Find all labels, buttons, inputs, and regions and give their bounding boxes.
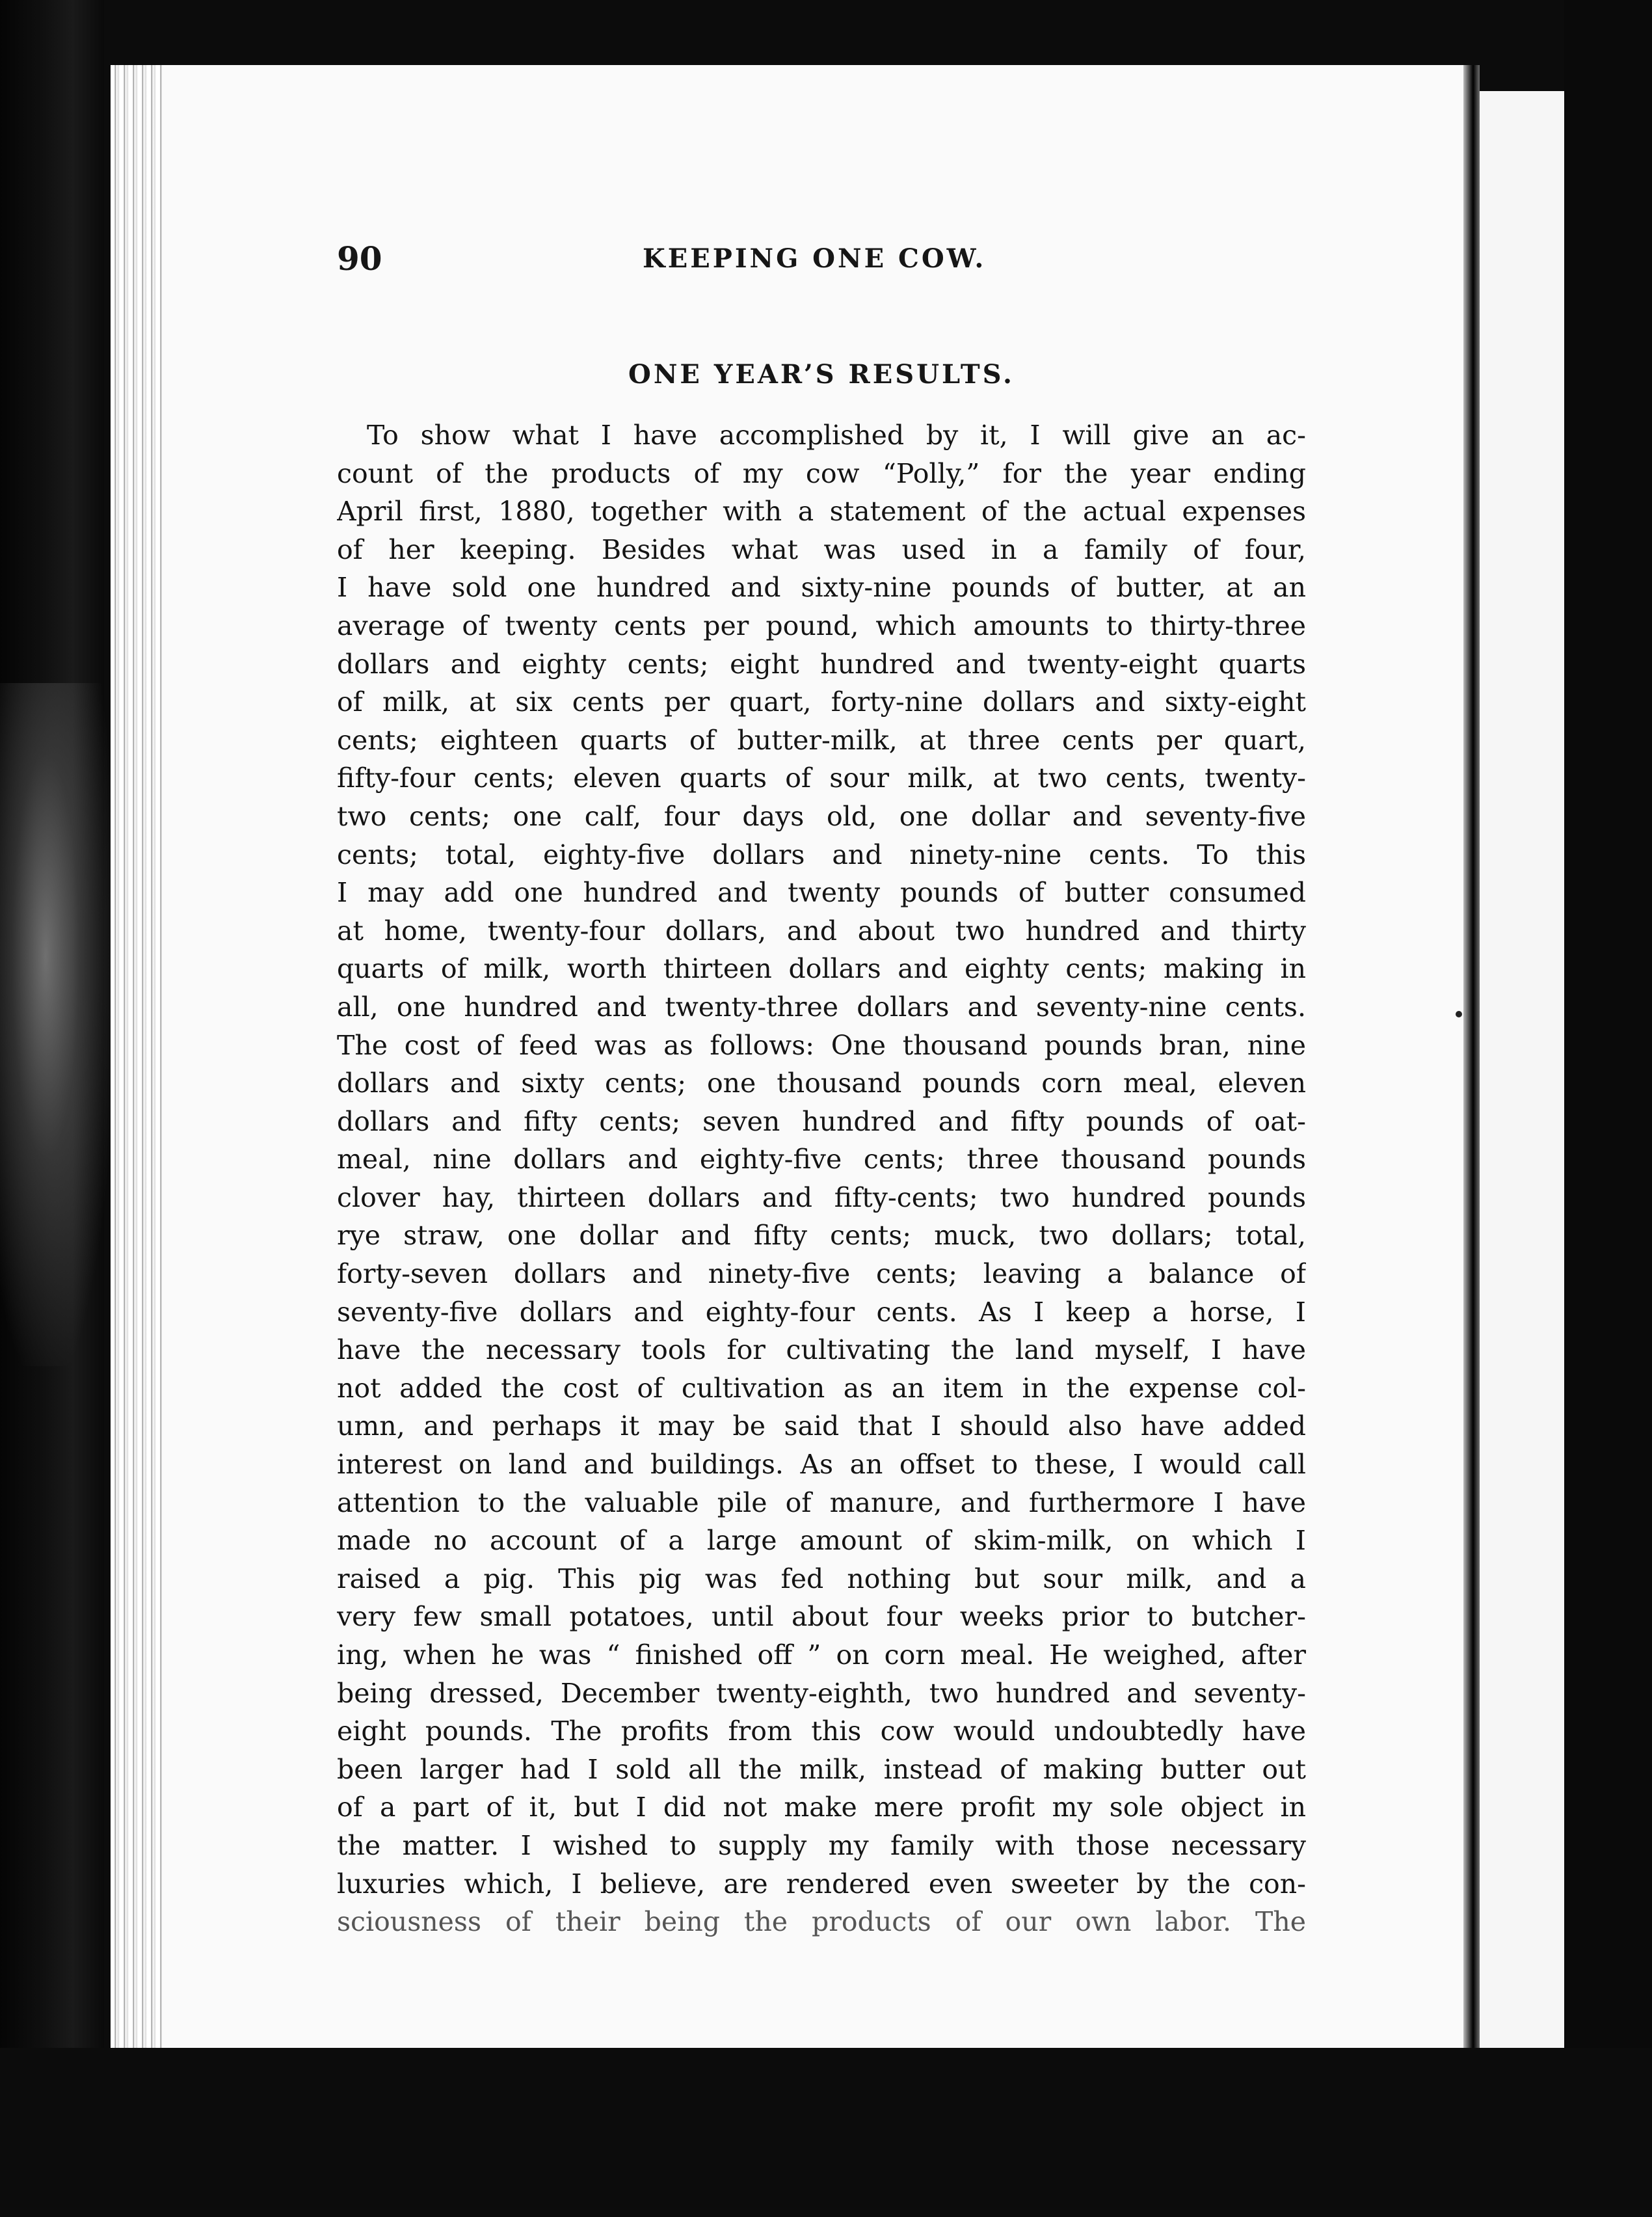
text-line: attention to the valuable pile of manure, and furthermore I have bbox=[337, 1486, 1306, 1518]
text-line: dollars and fifty cents; seven hundred and fifty pounds of oat- bbox=[337, 1105, 1306, 1137]
text-line: forty-seven dollars and ninety-five cents; leaving a balance of bbox=[337, 1258, 1306, 1290]
text-line: ing, when he was “ finished off ” on corn meal. He weighed, after bbox=[337, 1639, 1306, 1671]
text-line: of milk, at six cents per quart, forty-nine dollars and sixty-eight bbox=[337, 686, 1306, 718]
right-page-sliver bbox=[1480, 91, 1564, 2048]
text-line: fifty-four cents; eleven quarts of sour milk, at two cents, twenty- bbox=[337, 762, 1306, 794]
running-head bbox=[337, 239, 1306, 278]
text-line: being dressed, December twenty-eighth, two hundred and seventy- bbox=[337, 1677, 1306, 1709]
text-line: meal, nine dollars and eighty-five cents; three thousand pounds bbox=[337, 1144, 1306, 1176]
bottom-scan-border bbox=[0, 2048, 1652, 2217]
body-paragraph bbox=[337, 416, 1306, 1941]
text-line: average of twenty cents per pound, which amounts to thirty-three bbox=[337, 610, 1306, 641]
text-line: very few small potatoes, until about four weeks prior to butcher- bbox=[337, 1601, 1306, 1633]
text-line: To show what I have accomplished by it, I will give an ac- bbox=[367, 420, 1306, 451]
text-line: cents; eighteen quarts of butter-milk, at three cents per quart, bbox=[337, 724, 1306, 756]
right-scan-border bbox=[1564, 0, 1652, 2217]
text-line: of a part of it, but I did not make mere profit my sole object in bbox=[337, 1792, 1306, 1823]
text-line: April first, 1880, together with a statement of the actual expenses bbox=[337, 496, 1306, 528]
text-line: at home, twenty-four dollars, and about two hundred and thirty bbox=[337, 915, 1306, 947]
text-line: cents; total, eighty-five dollars and ninety-nine cents. To this bbox=[337, 839, 1306, 870]
text-line: dollars and eighty cents; eight hundred and twenty-eight quarts bbox=[337, 648, 1306, 680]
section-title: ONE YEAR’S RESULTS. bbox=[628, 359, 1015, 390]
text-line: interest on land and buildings. As an offset to these, I would call bbox=[337, 1449, 1306, 1481]
book-gutter bbox=[1463, 65, 1480, 2048]
text-line: eight pounds. The profits from this cow would undoubtedly have bbox=[337, 1715, 1306, 1747]
text-line: all, one hundred and twenty-three dollars and seventy-nine cents. bbox=[337, 991, 1306, 1023]
text-line: I have sold one hundred and sixty-nine pounds of butter, at an bbox=[337, 572, 1306, 604]
page-number: 90 bbox=[337, 239, 382, 278]
text-line: umn, and perhaps it may be said that I should also have added bbox=[337, 1410, 1306, 1442]
page-block-edges bbox=[111, 65, 169, 2048]
text-line: raised a pig. This pig was fed nothing but sour milk, and a bbox=[337, 1563, 1306, 1594]
text-line: have the necessary tools for cultivating the land myself, I have bbox=[337, 1334, 1306, 1366]
running-title: KEEPING ONE COW. bbox=[643, 243, 987, 274]
text-line: sciousness of their being the products of our own labor. The bbox=[337, 1906, 1306, 1938]
text-line: been larger had I sold all the milk, instead of making butter out bbox=[337, 1753, 1306, 1785]
text-line: clover hay, thirteen dollars and fifty-cents; two hundred pounds bbox=[337, 1181, 1306, 1213]
text-line: The cost of feed was as follows: One thousand pounds bran, nine bbox=[337, 1029, 1306, 1061]
text-line: two cents; one calf, four days old, one dollar and seventy-five bbox=[337, 800, 1306, 832]
text-line: count of the products of my cow “Polly,” for the year ending bbox=[337, 457, 1306, 489]
text-line: quarts of milk, worth thirteen dollars and eighty cents; making in bbox=[337, 953, 1306, 985]
text-line: of her keeping. Besides what was used in a family of four, bbox=[337, 533, 1306, 565]
text-line: rye straw, one dollar and fifty cents; muck, two dollars; total, bbox=[337, 1220, 1306, 1252]
stray-dot-mark bbox=[1456, 1011, 1462, 1017]
text-line: luxuries which, I believe, are rendered even sweeter by the con- bbox=[337, 1868, 1306, 1900]
left-edge-smudge bbox=[0, 683, 114, 1366]
text-line: dollars and sixty cents; one thousand pounds corn meal, eleven bbox=[337, 1068, 1306, 1099]
text-line: not added the cost of cultivation as an item in the expense col- bbox=[337, 1372, 1306, 1404]
text-line: made no account of a large amount of skim-milk, on which I bbox=[337, 1525, 1306, 1557]
text-line: seventy-five dollars and eighty-four cents. As I keep a horse, I bbox=[337, 1296, 1306, 1328]
text-line: I may add one hundred and twenty pounds of butter consumed bbox=[337, 877, 1306, 909]
text-line: the matter. I wished to supply my family with those necessary bbox=[337, 1829, 1306, 1861]
